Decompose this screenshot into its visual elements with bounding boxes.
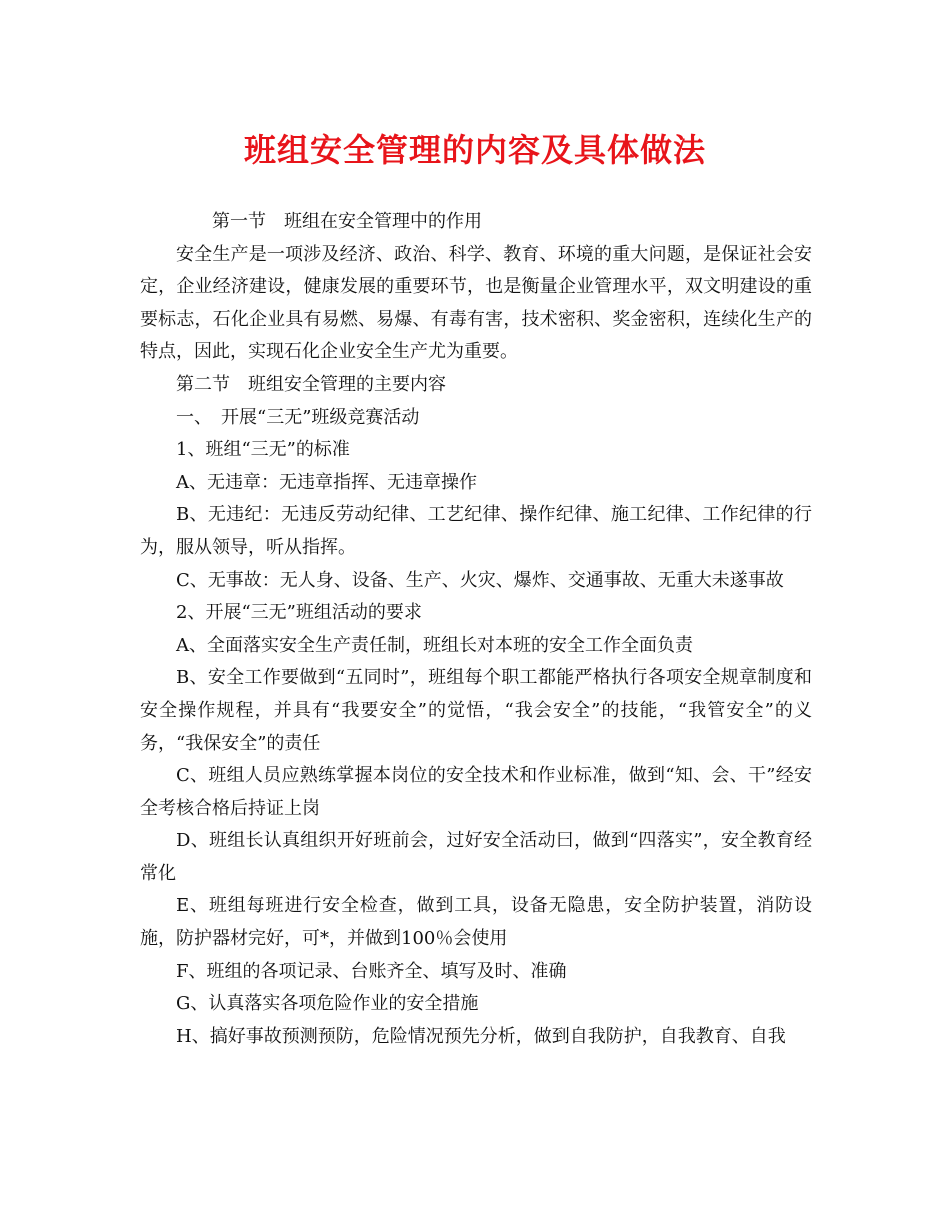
- document-body: [140, 206, 812, 1053]
- paragraph: C、班组人员应熟练掌握本岗位的安全技术和作业标准，做到“知、会、干”经安全考核合格后持证上岗: [140, 765, 812, 819]
- paragraph: C、无事故：无人身、设备、生产、火灾、爆炸、交通事故、无重大未遂事故: [176, 569, 784, 591]
- paragraph: A、全面落实安全生产责任制，班组长对本班的安全工作全面负责: [176, 634, 693, 656]
- paragraph: F、班组的各项记录、台账齐全、填写及时、准确: [176, 960, 567, 982]
- paragraph: E、班组每班进行安全检查，做到工具，设备无隐患，安全防护装置，消防设施，防护器材完好，可*，并做到100％会使用: [140, 895, 812, 950]
- paragraph: A、无违章：无违章指挥、无违章操作: [176, 471, 477, 493]
- paragraph: 1、班组“三无”的标准: [176, 439, 350, 461]
- paragraph: 一、 开展“三无”班级竞赛活动: [176, 406, 420, 428]
- paragraph: G、认真落实各项危险作业的安全措施: [176, 993, 479, 1015]
- paragraph: B、安全工作要做到“五同时”，班组每个职工都能严格执行各项安全规章制度和安全操作规程，并具有“我要安全”的觉悟，“我会安全”的技能，“我管安全”的义务，“我保安全”的责任: [140, 667, 812, 754]
- paragraph: 安全生产是一项涉及经济、政治、科学、教育、环境的重大问题，是保证社会安定，企业经济建设，健康发展的重要环节，也是衡量企业管理水平，双文明建设的重要标志，石化企业具有易燃、易爆、有毒有害，技术密积、奖金密积，连续化生产的特点，因此，实现石化企业安全生产尤为重要。: [140, 243, 812, 363]
- paragraph: D、班组长认真组织开好班前会，过好安全活动曰，做到“四落实”，安全教育经常化: [140, 830, 812, 884]
- paragraph: 2、开展“三无”班组活动的要求: [176, 602, 422, 624]
- paragraph: H、搞好事故预测预防，危险情况预先分析，做到自我防护，自我教育、自我: [176, 1025, 786, 1047]
- paragraph: B、无违纪：无违反劳动纪律、工艺纪律、操作纪律、施工纪律、工作纪律的行为，服从领导，听从指挥。: [140, 504, 812, 558]
- section-heading: 第一节 班组在安全管理中的作用: [212, 211, 482, 232]
- document-title: 班组安全管理的内容及具体做法: [243, 131, 706, 169]
- section-heading: 第二节 班组安全管理的主要内容: [176, 373, 446, 395]
